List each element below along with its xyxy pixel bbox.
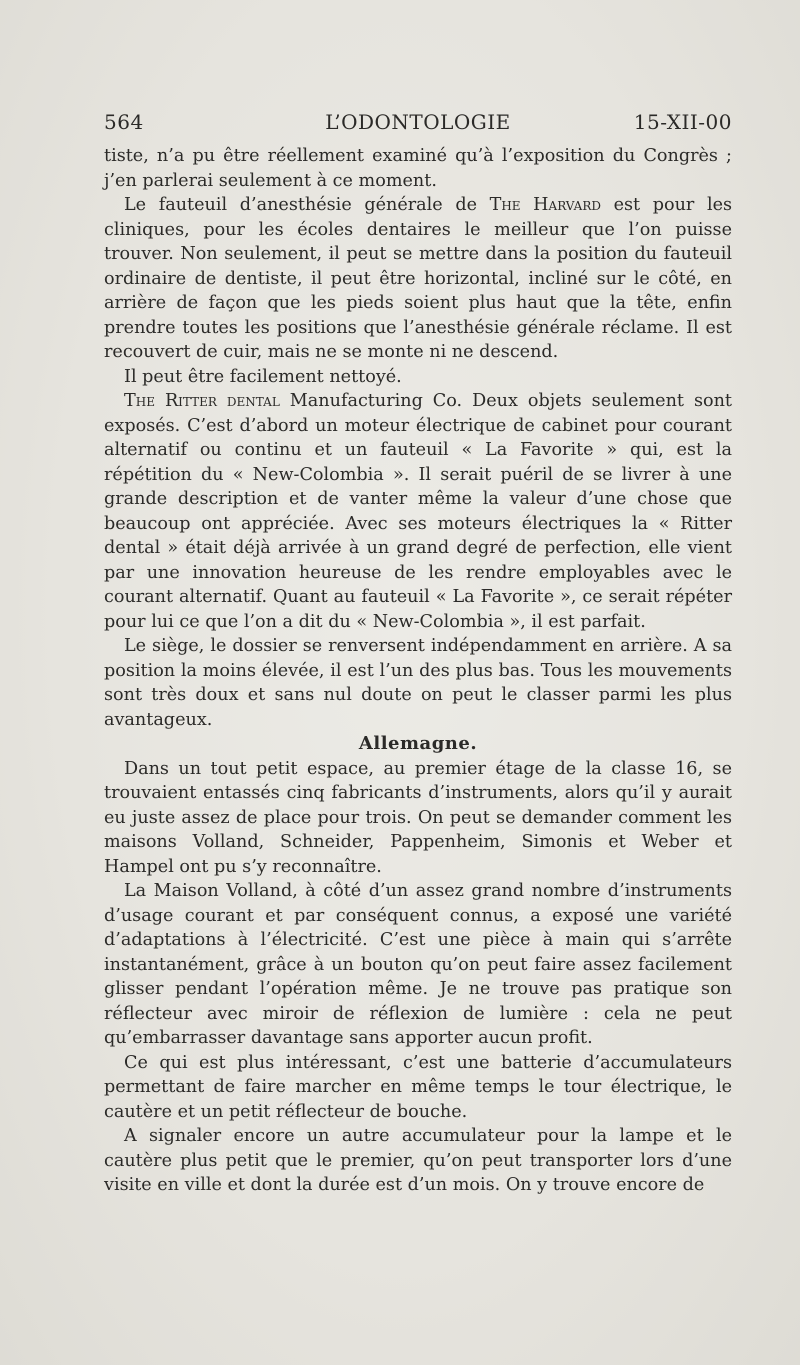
paragraph: Il peut être facilement nettoyé. bbox=[124, 366, 402, 387]
main-text bbox=[104, 144, 732, 1198]
paragraph bbox=[104, 389, 732, 634]
brand-name: The Harvard bbox=[489, 195, 601, 215]
paragraph bbox=[104, 193, 732, 365]
paragraph: Ce qui est plus intéressant, c’est une batterie d’accumulateurs permettant de faire marcher en même temps le tour électrique, le cautère et un petit réflecteur de bouche. bbox=[104, 1052, 732, 1122]
running-header bbox=[104, 110, 732, 140]
journal-title: L’ODONTOLOGIE bbox=[325, 110, 511, 134]
issue-date: 15-XII-00 bbox=[633, 110, 732, 134]
brand-name: The Ritter dental bbox=[124, 391, 280, 411]
paragraph: Le siège, le dossier se renversent indépendamment en arrière. A sa position la moins élevée, il est l’un des plus bas. Tous les mouvements sont très doux et sans nul doute on peut le classer parmi les plus avantageux. bbox=[104, 636, 732, 730]
paragraph: Dans un tout petit espace, au premier étage de la classe 16, se trouvaient entassés cinq fabricants d’instruments, alors qu’il y aurait eu juste assez de place pour trois. On peut se demander comment les maisons Volland, Schneider, Pappenheim, Simonis et Weber et Hampel ont pu s’y reconnaître. bbox=[104, 758, 732, 877]
paragraph-text: Manufacturing Co. Deux objets seulement sont exposés. C’est d’abord un moteur électrique de cabinet pour courant alternatif ou continu et un fauteuil « La Favorite » qui, est la répétition du « New-Colombia ». Il serait puéril de se livrer à une grande description et de vanter même la valeur d’une chose que beaucoup ont appréciée. Avec ses moteurs électriques la « Ritter dental » était déjà arrivée à un grand degré de perfection, elle vient par une innovation heureuse de les rendre employables avec le courant alternatif. Quant au fauteuil « La Favorite », ce serait répéter pour lui ce que l’on a dit du « New-Colombia », il est parfait. bbox=[104, 391, 732, 632]
page-number: 564 bbox=[104, 110, 144, 134]
section-heading: Allemagne. bbox=[358, 733, 478, 754]
paragraph-text: est pour les cliniques, pour les écoles dentaires le meilleur que l’on puisse trouver. Non seulement, il peut se mettre dans la position du fauteuil ordinaire de dentiste, il peut être horizontal, incliné sur le côté, en arrière de façon que les pieds soient plus haut que la tête, enfin prendre toutes les positions que l’anesthésie générale réclame. Il est recouvert de cuir, mais ne se monte ni ne descend. bbox=[104, 195, 733, 362]
paragraph-lead: Le fauteuil d’anesthésie générale de bbox=[124, 195, 490, 215]
paragraph: La Maison Volland, à côté d’un assez grand nombre d’instruments d’usage courant et par conséquent connus, a exposé une variété d’adaptations à l’électricité. C’est une pièce à main qui s’arrête instantanément, grâce à un bouton qu’on peut faire assez facilement glisser pendant l’opération même. Je ne trouve pas pratique son réflecteur avec miroir de réflexion de lumière : cela ne peut qu’embarrasser davantage sans apporter aucun profit. bbox=[104, 881, 732, 1048]
paragraph: tiste, n’a pu être réellement examiné qu’à l’exposition du Congrès ; j’en parlerai seulement à ce moment. bbox=[104, 146, 732, 191]
paragraph: A signaler encore un autre accumulateur pour la lampe et le cautère plus petit que le premier, qu’on peut transporter lors d’une visite en ville et dont la durée est d’un mois. On y trouve encore de bbox=[104, 1126, 732, 1195]
